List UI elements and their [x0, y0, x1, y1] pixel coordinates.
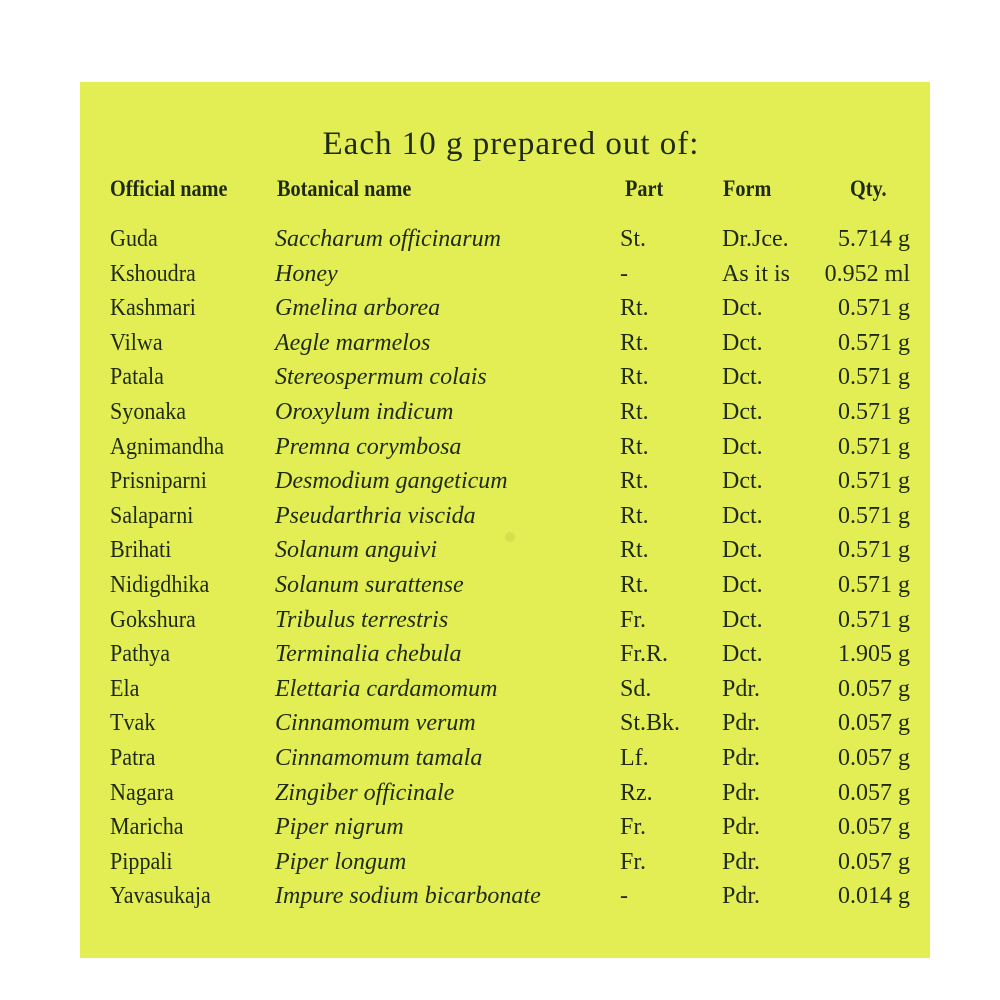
official-name-cell: Prisniparni: [110, 468, 207, 495]
form-cell: Pdr.: [722, 814, 761, 841]
part-cell: Rt.: [620, 329, 649, 356]
botanical-name-cell: Cinnamomum tamala: [275, 744, 483, 771]
ingredient-table: [80, 222, 930, 914]
part-cell: -: [620, 883, 628, 910]
official-name-cell: Kashmari: [110, 295, 196, 322]
table-row: [80, 222, 930, 257]
table-row: [80, 464, 930, 499]
form-cell: As it is: [722, 260, 791, 287]
form-cell: Dct.: [722, 364, 763, 391]
botanical-name-cell: Tribulus terrestris: [275, 606, 449, 633]
table-row: [80, 291, 930, 326]
part-cell: Rt.: [620, 468, 649, 495]
qty-cell: 0.952 ml: [824, 260, 910, 287]
header-part: Part: [625, 176, 664, 201]
table-row: [80, 845, 930, 880]
botanical-name-cell: Solanum anguivi: [275, 537, 437, 564]
form-cell: Dct.: [722, 571, 763, 598]
form-cell: Pdr.: [722, 779, 761, 806]
qty-cell: 0.571 g: [838, 606, 910, 633]
table-row: [80, 810, 930, 845]
part-cell: St.Bk.: [620, 710, 681, 737]
part-cell: Rt.: [620, 295, 649, 322]
botanical-name-cell: Pseudarthria viscida: [275, 502, 476, 529]
qty-cell: 0.571 g: [838, 537, 910, 564]
botanical-name-cell: Stereospermum colais: [275, 364, 487, 391]
official-name-cell: Pathya: [110, 641, 171, 668]
table-row: [80, 637, 930, 672]
part-cell: St.: [620, 226, 647, 252]
part-cell: Rt.: [620, 433, 649, 460]
form-cell: Pdr.: [722, 744, 761, 771]
qty-cell: 0.571 g: [838, 468, 910, 495]
form-cell: Pdr.: [722, 710, 761, 737]
qty-cell: 1.905 g: [838, 641, 910, 668]
header-form: Form: [723, 176, 772, 201]
part-cell: Rz.: [620, 779, 653, 806]
label-title: Each 10 g prepared out of:: [322, 126, 700, 162]
official-name-cell: Ela: [110, 675, 140, 702]
official-name-cell: Nidigdhika: [110, 571, 210, 598]
official-name-cell: Patra: [110, 744, 156, 771]
botanical-name-cell: Gmelina arborea: [275, 295, 441, 322]
qty-cell: 0.571 g: [838, 433, 910, 460]
qty-cell: 0.571 g: [838, 329, 910, 356]
official-name-cell: Patala: [110, 364, 164, 391]
form-cell: Dct.: [722, 398, 763, 425]
header-official-name: Official name: [110, 176, 228, 201]
table-row: [80, 326, 930, 361]
part-cell: Lf.: [620, 744, 649, 771]
botanical-name-cell: Premna corymbosa: [275, 433, 462, 460]
official-name-cell: Guda: [110, 226, 158, 252]
form-cell: Dct.: [722, 641, 763, 668]
table-row: [80, 430, 930, 465]
botanical-name-cell: Desmodium gangeticum: [275, 468, 508, 495]
table-row: [80, 603, 930, 638]
form-cell: Pdr.: [722, 848, 761, 875]
botanical-name-cell: Piper nigrum: [275, 814, 404, 841]
qty-cell: 0.571 g: [838, 571, 910, 598]
part-cell: Fr.: [620, 848, 647, 875]
header-qty: Qty.: [850, 176, 887, 201]
header-botanical-name: Botanical name: [277, 176, 412, 201]
qty-cell: 0.057 g: [838, 779, 910, 806]
form-cell: Dr.Jce.: [722, 226, 789, 252]
qty-cell: 0.571 g: [838, 502, 910, 529]
official-name-cell: Pippali: [110, 848, 173, 875]
official-name-cell: Vilwa: [110, 329, 163, 356]
table-row: [80, 672, 930, 707]
botanical-name-cell: Terminalia chebula: [275, 641, 462, 668]
table-row: [80, 879, 930, 914]
official-name-cell: Nagara: [110, 779, 174, 806]
official-name-cell: Syonaka: [110, 398, 187, 425]
table-row: [80, 776, 930, 811]
part-cell: Rt.: [620, 537, 649, 564]
form-cell: Dct.: [722, 329, 763, 356]
official-name-cell: Kshoudra: [110, 260, 196, 287]
botanical-name-cell: Saccharum officinarum: [275, 226, 501, 252]
part-cell: Rt.: [620, 364, 649, 391]
form-cell: Pdr.: [722, 883, 761, 910]
print-speck: [505, 532, 515, 542]
qty-cell: 0.571 g: [838, 295, 910, 322]
official-name-cell: Salaparni: [110, 502, 194, 529]
part-cell: Fr.: [620, 814, 647, 841]
botanical-name-cell: Aegle marmelos: [275, 329, 431, 356]
botanical-name-cell: Honey: [275, 260, 338, 287]
botanical-name-cell: Piper longum: [275, 848, 407, 875]
part-cell: Rt.: [620, 502, 649, 529]
botanical-name-cell: Oroxylum indicum: [275, 398, 454, 425]
official-name-cell: Agnimandha: [110, 433, 225, 460]
form-cell: Dct.: [722, 295, 763, 322]
part-cell: -: [620, 260, 628, 287]
official-name-cell: Yavasukaja: [110, 883, 211, 910]
part-cell: Rt.: [620, 571, 649, 598]
official-name-cell: Brihati: [110, 537, 172, 564]
part-cell: Sd.: [620, 675, 652, 702]
botanical-name-cell: Zingiber officinale: [275, 779, 455, 806]
qty-cell: 0.057 g: [838, 848, 910, 875]
form-cell: Dct.: [722, 502, 763, 529]
botanical-name-cell: Solanum surattense: [275, 571, 464, 598]
qty-cell: 0.571 g: [838, 364, 910, 391]
table-row: [80, 568, 930, 603]
qty-cell: 0.014 g: [838, 883, 910, 910]
qty-cell: 0.057 g: [838, 744, 910, 771]
official-name-cell: Maricha: [110, 814, 184, 841]
botanical-name-cell: Cinnamomum verum: [275, 710, 476, 737]
qty-cell: 0.571 g: [838, 398, 910, 425]
part-cell: Fr.: [620, 606, 647, 633]
qty-cell: 0.057 g: [838, 814, 910, 841]
botanical-name-cell: Elettaria cardamomum: [275, 675, 498, 702]
form-cell: Dct.: [722, 537, 763, 564]
part-cell: Rt.: [620, 398, 649, 425]
form-cell: Dct.: [722, 468, 763, 495]
official-name-cell: Gokshura: [110, 606, 196, 633]
official-name-cell: Tvak: [110, 710, 156, 737]
table-row: [80, 706, 930, 741]
qty-cell: 0.057 g: [838, 675, 910, 702]
table-row: [80, 257, 930, 292]
table-row: [80, 499, 930, 534]
table-row: [80, 360, 930, 395]
form-cell: Dct.: [722, 433, 763, 460]
part-cell: Fr.R.: [620, 641, 669, 668]
qty-cell: 0.057 g: [838, 710, 910, 737]
table-row: [80, 395, 930, 430]
botanical-name-cell: Impure sodium bicarbonate: [275, 883, 541, 910]
form-cell: Dct.: [722, 606, 763, 633]
ingredient-label: [80, 82, 930, 958]
qty-cell: 5.714 g: [838, 226, 910, 252]
form-cell: Pdr.: [722, 675, 761, 702]
table-row: [80, 741, 930, 776]
